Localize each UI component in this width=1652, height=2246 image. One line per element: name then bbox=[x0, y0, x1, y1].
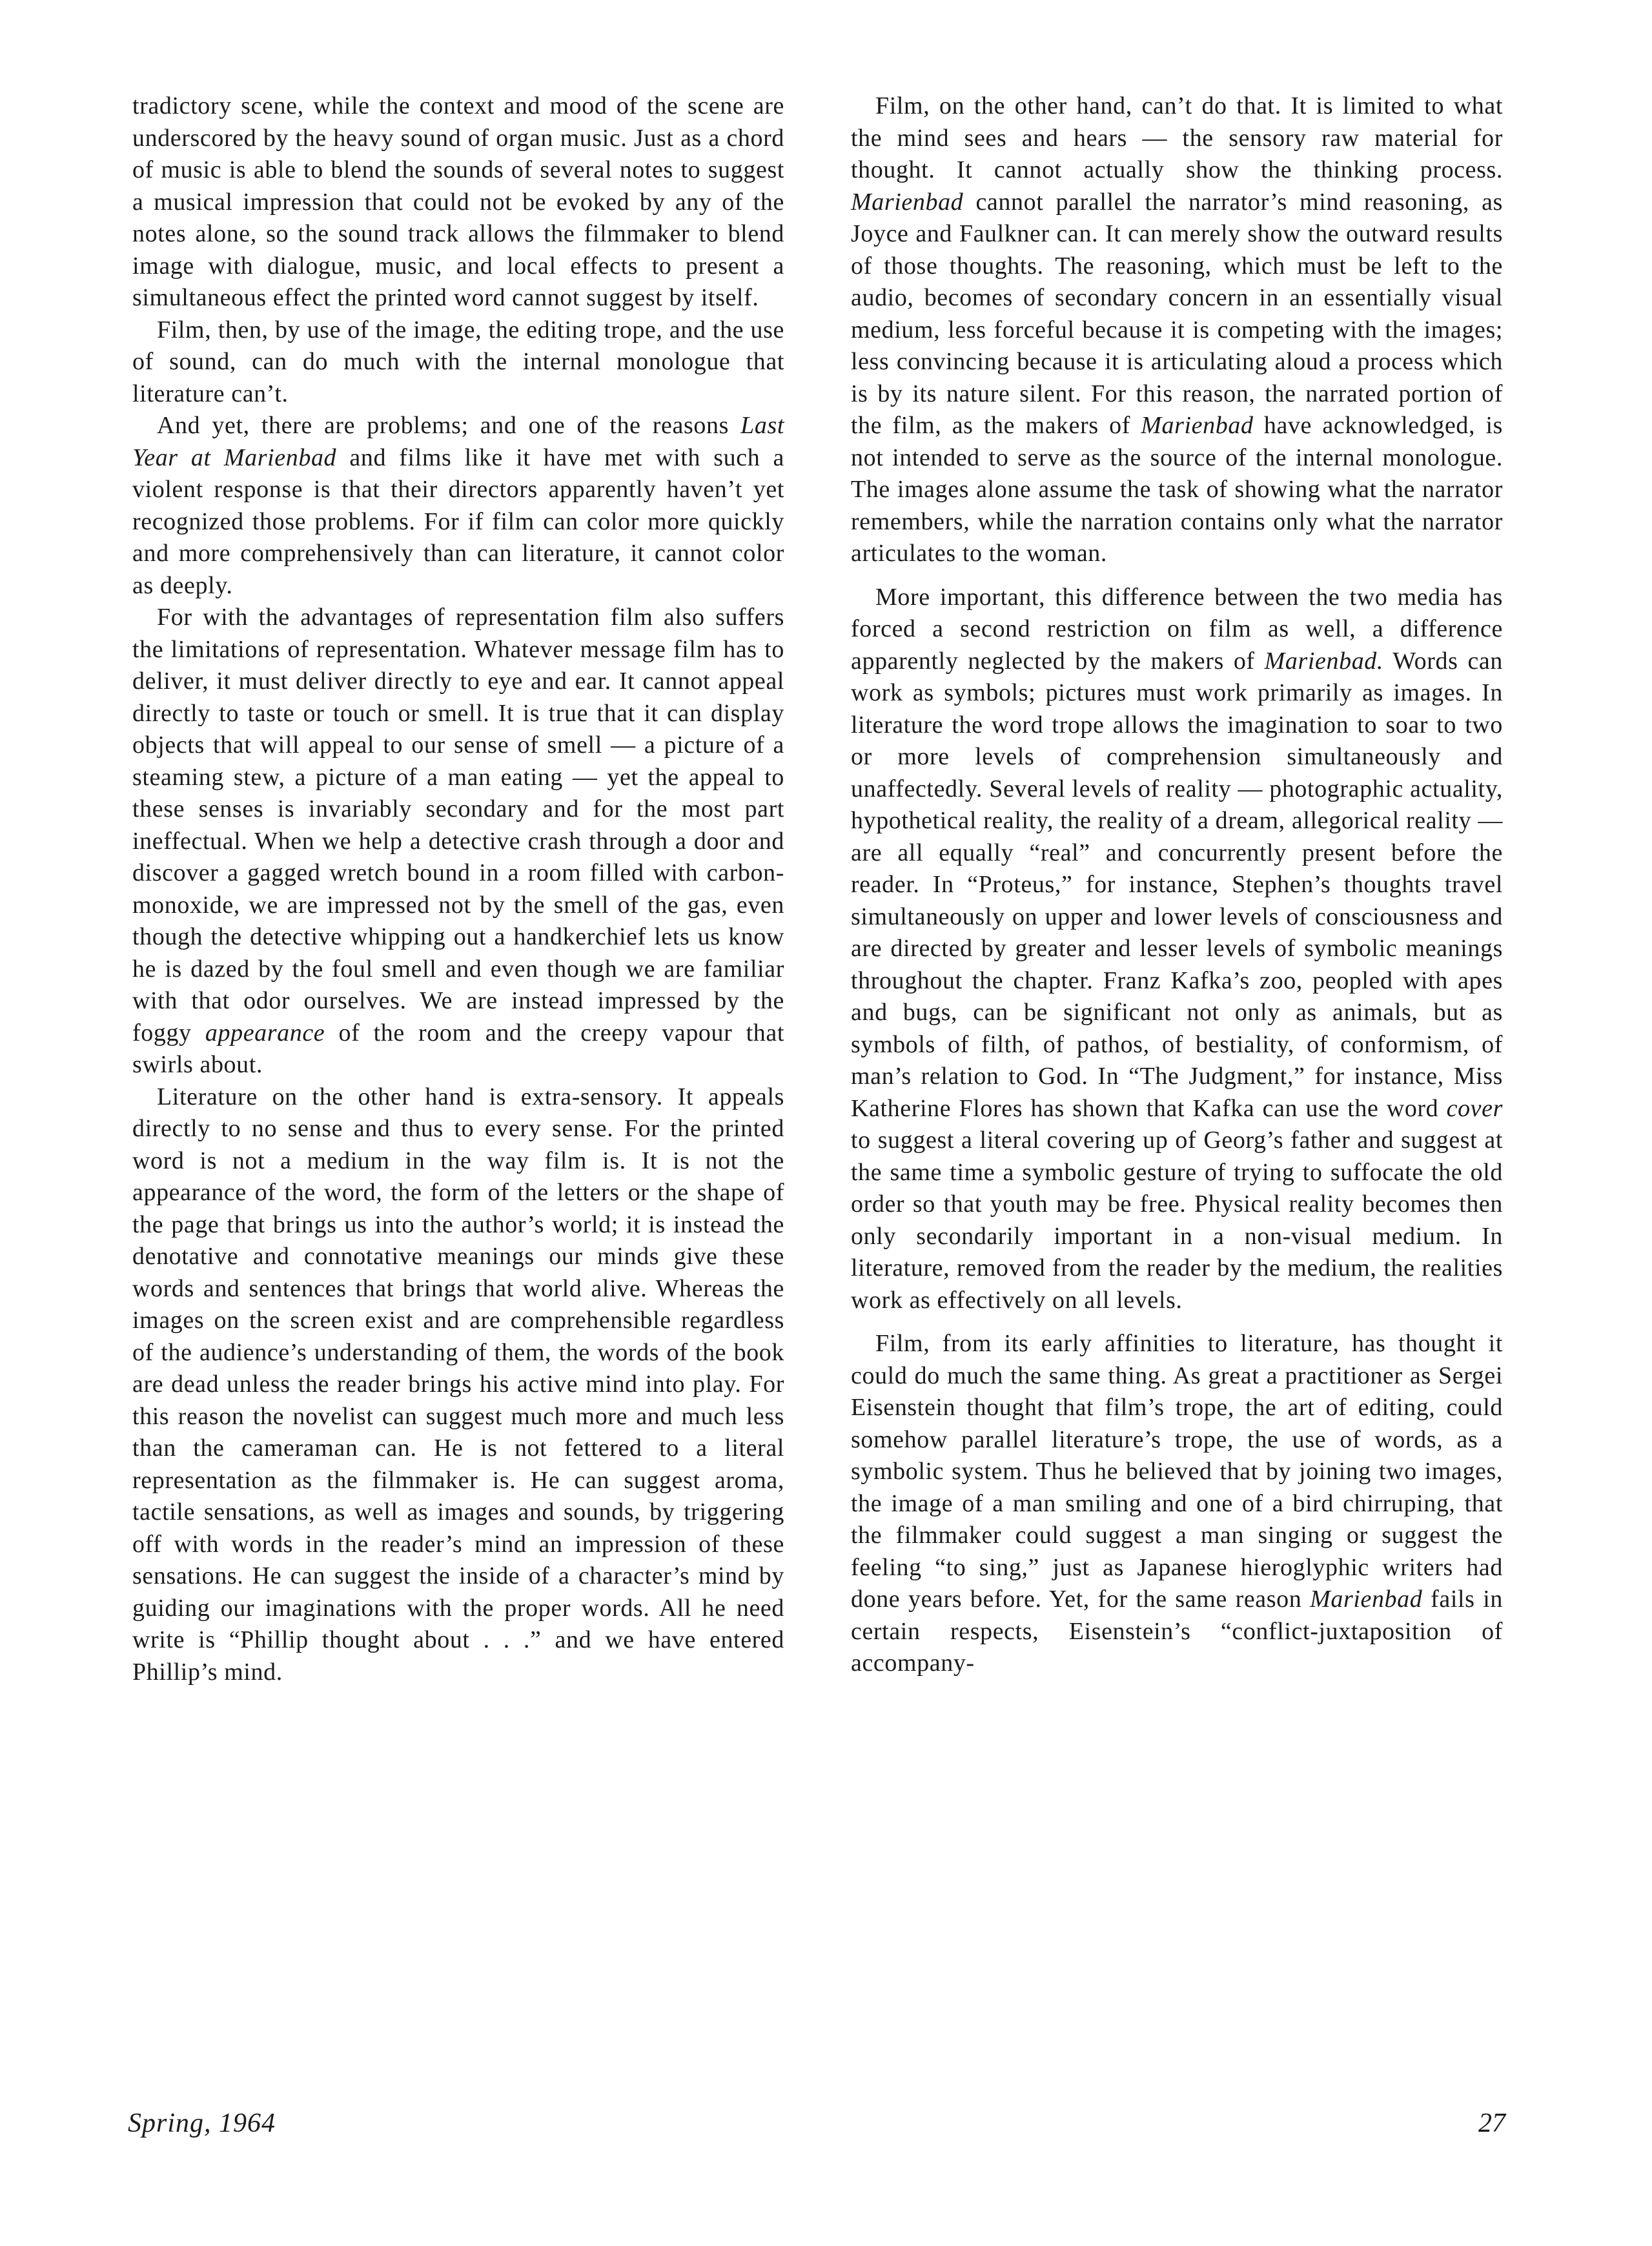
paragraph-text: Film, then, by use of the image, the editing trope, and the use of sound, can do much with the internal monologue that literature can’t. bbox=[132, 316, 784, 407]
film-title: Marienbad bbox=[1141, 412, 1254, 439]
paragraph bbox=[132, 602, 784, 1081]
paragraph-text: For with the advantages of representation film also suffers the limitations of representation. Whatever message film has to deliver, it must deliver directly to eye and ear. It cannot appeal directly to taste or touch or smell. It is true that it can display objects that will appeal to our sense of smell — a picture of a steaming stew, a picture of a man eating — yet the appeal to these senses is invariably secondary and for the most part ineffectual. When we help a detective crash through a door and discover a gagged wretch bound in a room filled with carbon-monoxide, we are impressed not by the smell of the gas, even though the detective whipping out a handkerchief lets us know he is dazed by the foul smell and even though we are familiar with that odor ourselves. We are instead impressed by the foggy bbox=[132, 604, 784, 1046]
film-title: Marienbad bbox=[851, 188, 964, 216]
left-text-column bbox=[132, 90, 784, 1688]
paragraph-text: Words can work as symbols; pictures must work primarily as images. In literature the word trope allows the imagination to soar to two or more levels of comprehension simultaneously and unaffectedly. Several levels of reality — photographic actuality, hypothetical reality, the reality of a dream, allegorical reality — are all equally “real” and concurrently present before the reader. In “Proteus,” for instance, Stephen’s thoughts travel simultaneously on upper and lower levels of consciousness and are directed by greater and lesser levels of symbolic meanings throughout the chapter. Franz Kafka’s zoo, peopled with apes and bugs, can be significant not only as animals, but as symbols of filth, of pathos, of bestiality, of conformism, of man’s relation to God. In “The Judgment,” for instance, Miss Katherine Flores has shown that Kafka can use the word bbox=[851, 647, 1503, 1122]
paragraph-text: to suggest a literal covering up of Georg’s father and suggest at the same time a symbolic gesture of trying to suffocate the old order so that youth may be free. Physical reality becomes then only secondarily important in a non-visual medium. In literature, removed from the reader by the medium, the realities work as effectively on all levels. bbox=[851, 1127, 1503, 1314]
paragraph-text: And yet, there are problems; and one of the reasons bbox=[157, 412, 741, 439]
emphasized-word: appearance bbox=[205, 1019, 325, 1046]
paragraph-text: More important, this difference between the two media has forced a second restriction on film as well, a difference apparently neglected by the makers of bbox=[851, 583, 1503, 675]
paragraph bbox=[851, 90, 1503, 570]
film-title: Marienbad bbox=[1310, 1586, 1423, 1613]
page-number: 27 bbox=[1478, 2108, 1505, 2138]
paragraph bbox=[132, 314, 784, 411]
paragraph-text: Literature on the other hand is extra-sensory. It appeals directly to no sense and thus to every sense. For the printed word is not a medium in the way film is. It is not the appearance of the word, the form of the letters or the shape of the page that brings us into the author’s world; it is instead the denotative and connotative meanings our minds give these words and sentences that brings that world alive. Whereas the images on the screen exist and are comprehensible regardless of the audience’s understanding of them, the words of the book are dead unless the reader brings his active mind into play. For this reason the novelist can suggest much more and much less than the cameraman can. He is not fettered to a literal representation as the filmmaker is. He can suggest aroma, tactile sensations, as well as images and sounds, by triggering off with words in the reader’s mind an impression of these sensations. He can suggest the inside of a character’s mind by guiding our imaginations with the proper words. All he need write is “Phillip thought about . . .” and we have entered Phillip’s mind. bbox=[132, 1083, 784, 1686]
issue-date-footer: Spring, 1964 bbox=[128, 2108, 276, 2138]
paragraph bbox=[851, 1328, 1503, 1680]
paragraph-text: cannot parallel the narrator’s mind reasoning, as Joyce and Faulkner can. It can merely show the outward results of those thoughts. The reasoning, which must be left to the audio, becomes of secondary concern in an essentially visual medium, less forceful because it is competing with the images; less convincing because it is articulating aloud a process which is by its nature silent. For this reason, the narrated portion of the film, as the makers of bbox=[851, 188, 1503, 439]
film-title: Marienbad. bbox=[1264, 647, 1383, 675]
paragraph-text: have acknowledged, is not intended to serve as the source of the internal monologue. The images alone assume the task of showing what the narrator remembers, while the narration contains only what the narrator articulates to the woman. bbox=[851, 412, 1503, 567]
paragraph bbox=[132, 90, 784, 314]
paragraph bbox=[132, 410, 784, 602]
paragraph bbox=[132, 1081, 784, 1689]
paragraph-text: fails in certain respects, Eisenstein’s “conflict-juxtaposition of accompany- bbox=[851, 1586, 1503, 1677]
paragraph-text: Film, from its early affinities to literature, has thought it could do much the same thing. As great a practitioner as Sergei Eisenstein thought that film’s trope, the art of editing, could somehow parallel literature’s trope, the use of words, as a symbolic system. Thus he believed that by joining two images, the image of a man smiling and one of a bird chirruping, that the filmmaker could suggest a man singing or suggest the feeling “to sing,” just as Japanese hieroglyphic writers had done years before. Yet, for the same reason bbox=[851, 1330, 1503, 1613]
film-title: Last Year at Marienbad bbox=[132, 412, 784, 471]
paragraph-text: Film, on the other hand, can’t do that. It is limited to what the mind sees and hears — the sensory raw material for thought. It cannot actually show the thinking process. bbox=[851, 92, 1503, 183]
paragraph bbox=[851, 582, 1503, 1317]
paragraph-text: of the room and the creepy vapour that swirls about. bbox=[132, 1019, 784, 1078]
right-text-column bbox=[851, 90, 1503, 1680]
emphasized-word: cover bbox=[1446, 1094, 1503, 1122]
paragraph-text: tradictory scene, while the context and mood of the scene are underscored by the heavy sound of organ music. Just as a chord of music is able to blend the sounds of several notes to suggest a musical impression that could not be evoked by any of the notes alone, so the sound track allows the filmmaker to blend image with dialogue, music, and local effects to present a simultaneous effect the printed word cannot suggest by itself. bbox=[132, 92, 784, 311]
paragraph-text: and films like it have met with such a violent response is that their directors apparently haven’t yet recognized those problems. For if film can color more quickly and more comprehensively than can literature, it cannot color as deeply. bbox=[132, 444, 784, 599]
